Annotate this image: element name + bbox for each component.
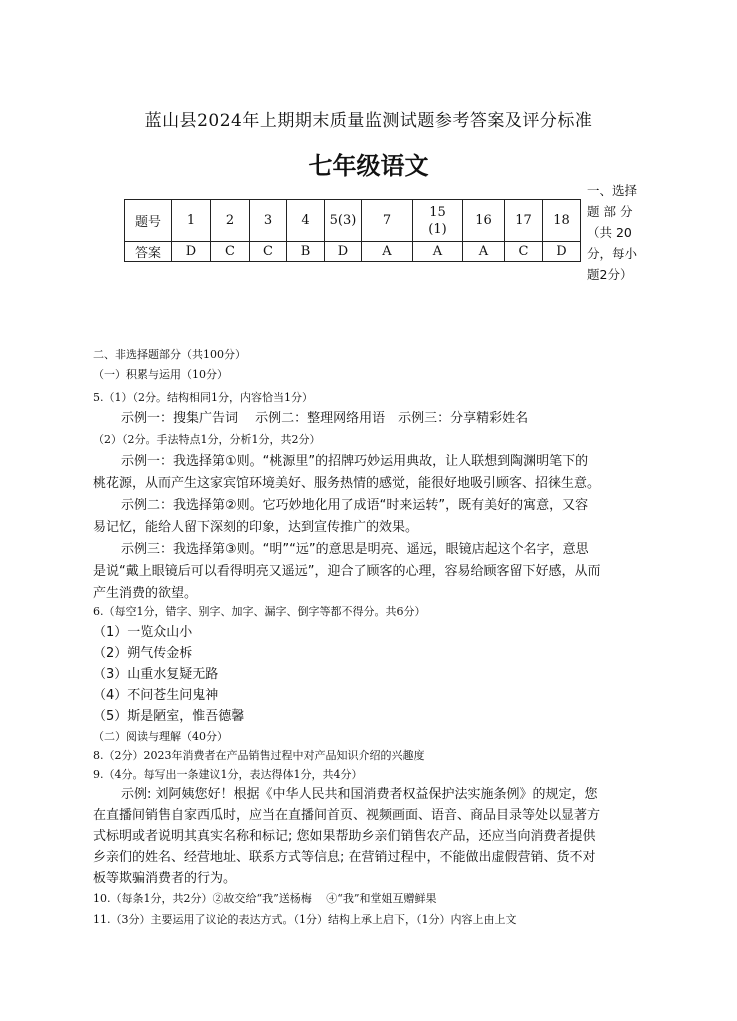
answer-paragraph: 示例: 刘阿姨您好！根据《中华人民共和国消费者权益保护法实施条例》的规定，您: [121, 787, 598, 802]
answer-paragraph: 板等欺骗消费者的行为。: [93, 871, 237, 886]
list-item: （1）一览众山小: [93, 625, 193, 640]
table-cell-answer: C: [211, 242, 250, 262]
list-item: （5）斯是陋室，惟吾德馨: [93, 709, 245, 724]
answer-paragraph: 是说“戴上眼镜后可以看得明亮又遥远”，迎合了顾客的心理，容易给顾客留下好感，从而: [93, 564, 601, 579]
question-8: 8.（2分）2023年消费者在产品销售过程中对产品知识介绍的兴趣度: [93, 749, 425, 762]
answer-paragraph: 示例一：我选择第①则。“桃源里”的招牌巧妙运用典故，让人联想到陶渊明笔下的: [121, 454, 589, 469]
part-heading: （一）积累与运用（10分）: [93, 368, 228, 381]
answer-paragraph: 乡亲们的姓名、经营地址、联系方式等信息; 在营销过程中，不能做出虚假营销、货不对: [93, 850, 596, 865]
answer-paragraph: 桃花源，从而产生这家宾馆环境美好、服务热情的感觉，能很好地吸引顾客、招徕生意。: [93, 476, 601, 491]
side-note-line: 题 部 分: [587, 204, 633, 219]
table-cell-number: 18: [543, 200, 581, 242]
list-item: （2）朔气传金柝: [93, 646, 193, 661]
question-6: 6.（每空1分，错字、别字、加字、漏字、倒字等都不得分。共6分）: [93, 605, 426, 618]
table-cell-answer: A: [362, 242, 413, 262]
table-cell-number: 3: [250, 200, 287, 242]
answer-paragraph: 示例三：我选择第③则。“明”“远”的意思是明亮、遥远，眼镜店起这个名字，意思: [121, 542, 589, 557]
answer-paragraph: 易记忆，能给人留下深刻的印象，达到宣传推广的效果。: [93, 520, 419, 535]
table-cell-number: 2: [211, 200, 250, 242]
table-header-number: 题号: [125, 200, 172, 242]
side-note-line: 题2分）: [587, 267, 633, 282]
document-title: 蓝山县2024年上期期末质量监测试题参考答案及评分标准: [144, 111, 593, 131]
question-10: 10.（每条1分，共2分）②故交给“我”送杨梅 ④“我”和堂姐互赠鲜果: [93, 892, 437, 905]
table-cell-number: 5(3): [325, 200, 362, 242]
table-cell-answer: C: [250, 242, 287, 262]
answer-paragraph: 式标明或者说明其真实名称和标记; 您如果帮助乡亲们销售农产品，还应当向消费者提供: [93, 829, 596, 844]
table-cell-number: 4: [287, 200, 325, 242]
side-note-line: 一、选择: [587, 183, 638, 198]
question-9: 9.（4分。每写出一条建议1分，表达得体1分，共4分）: [93, 768, 363, 781]
document-subtitle: 七年级语文: [308, 151, 429, 180]
question-5-2: （2）（2分。手法特点1分，分析1分，共2分）: [93, 433, 321, 446]
answer-paragraph: 产生消费的欲望。: [93, 586, 198, 601]
table-cell-number: 1: [172, 200, 211, 242]
side-note-line: 分，每小: [587, 246, 638, 261]
table-cell-answer: A: [463, 242, 505, 262]
side-note-line: （共 20: [587, 225, 632, 240]
table-cell-answer: D: [325, 242, 362, 262]
table-cell-number: 7: [362, 200, 413, 242]
table-cell-number: 15 (1): [413, 200, 463, 242]
part-heading: （二）阅读与理解（40分）: [93, 730, 228, 743]
table-cell-answer: D: [172, 242, 211, 262]
list-item: （3）山重水复疑无路: [93, 667, 219, 682]
table-header-answer: 答案: [125, 242, 172, 262]
table-cell-answer: B: [287, 242, 325, 262]
answer-table: [124, 199, 581, 262]
answer-table-number-row: [125, 200, 581, 242]
answer-table-answer-row: [125, 242, 581, 262]
answer-paragraph: 在直播间销售自家西瓜时，应当在直播间首页、视频画面、语音、商品目录等处以显著方: [93, 808, 601, 823]
question-11: 11.（3分）主要运用了议论的表达方式。（1分）结构上承上启下，（1分）内容上由上文: [93, 913, 517, 926]
table-cell-answer: C: [505, 242, 543, 262]
section-heading: 二、非选择题部分（共100分）: [93, 348, 246, 361]
choice-section-note: [587, 180, 643, 285]
table-cell-answer: A: [413, 242, 463, 262]
list-item: （4）不问苍生问鬼神: [93, 688, 219, 703]
table-cell-answer: D: [543, 242, 581, 262]
question-5-1: 5.（1）（2分。结构相同1分，内容恰当1分）: [93, 391, 313, 404]
question-5-1-examples: 示例一：搜集广告词 示例二：整理网络用语 示例三：分享精彩姓名: [121, 411, 529, 426]
answer-paragraph: 示例二：我选择第②则。它巧妙地化用了成语“时来运转”，既有美好的寓意，又容: [121, 498, 589, 513]
table-cell-number: 17: [505, 200, 543, 242]
table-cell-number: 16: [463, 200, 505, 242]
